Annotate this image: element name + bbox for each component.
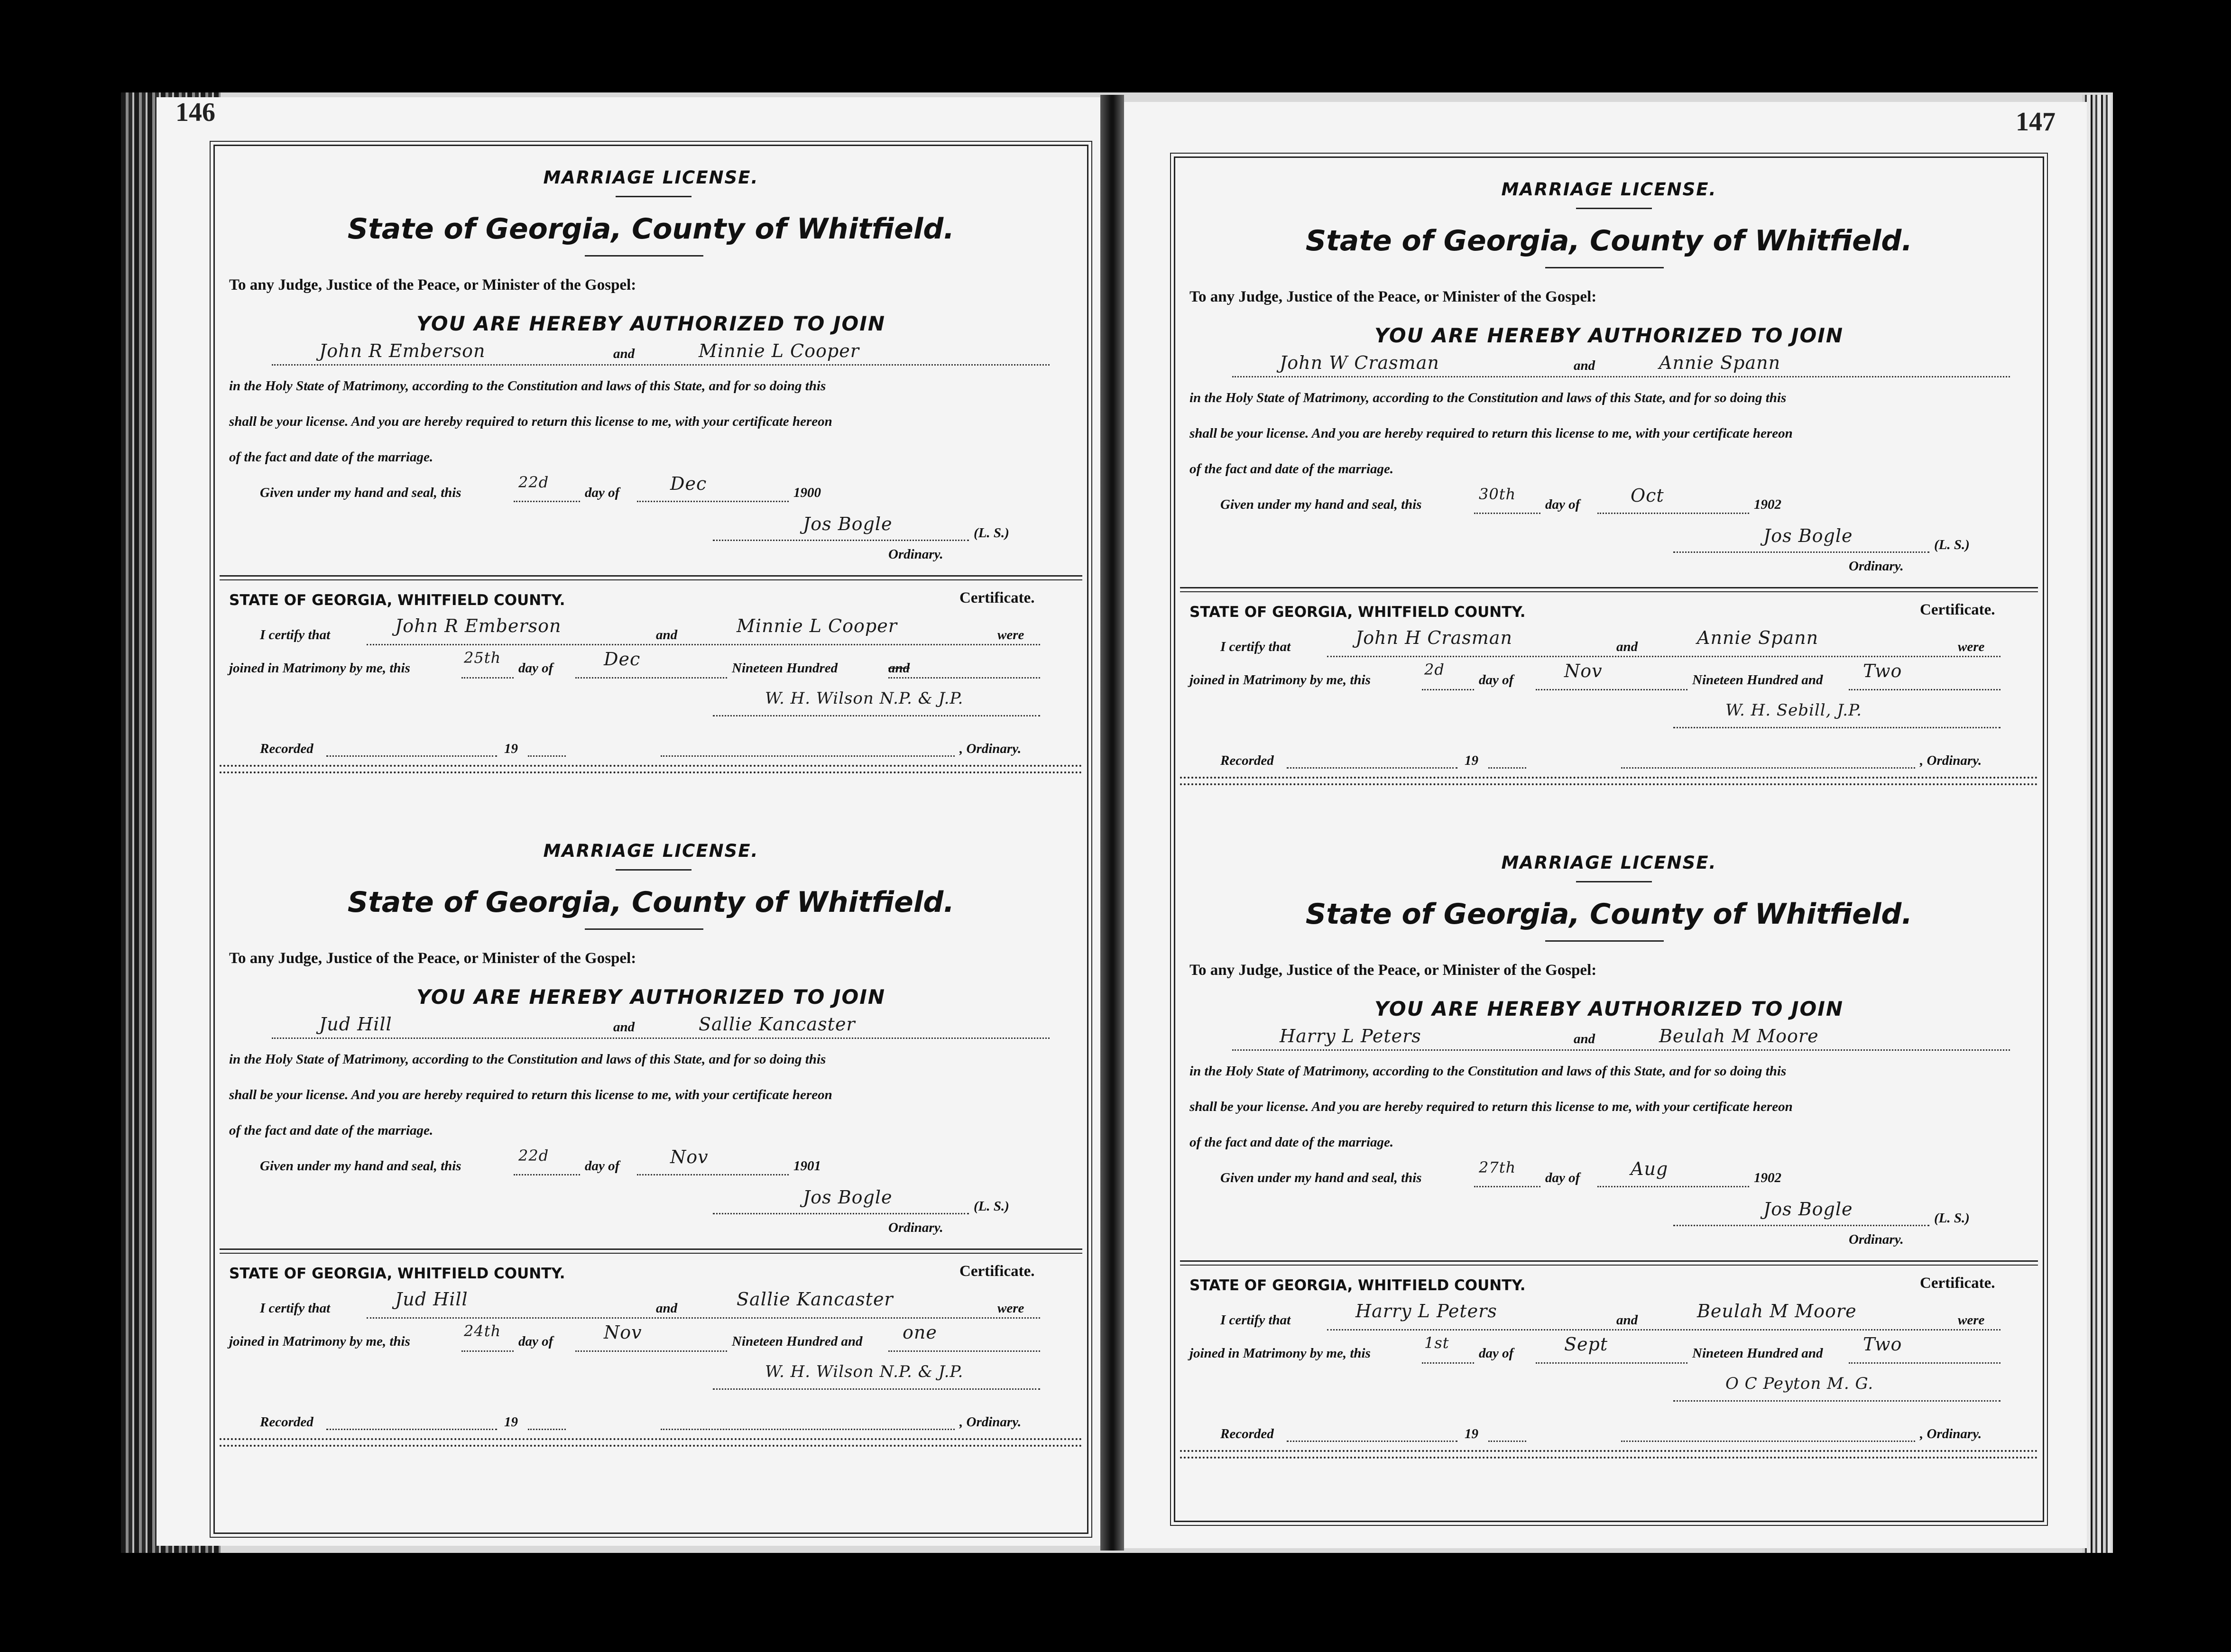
bride-name: Sallie Kancaster — [699, 1014, 856, 1035]
license-title: MARRIAGE LICENSE. — [1501, 179, 1717, 200]
certificate-state-line: STATE OF GEORGIA, WHITFIELD COUNTY. — [229, 1265, 565, 1282]
day-line — [1474, 513, 1540, 514]
license-2 — [215, 819, 1087, 1488]
married-month: Dec — [604, 649, 641, 670]
married-day: 1st — [1424, 1334, 1449, 1352]
recorded-label: Recorded — [1220, 1426, 1274, 1441]
recorded-line — [326, 755, 497, 757]
ornament-rule — [1545, 940, 1664, 942]
recorded-year: 19 — [504, 741, 518, 756]
married-day-of-label: day of — [518, 661, 553, 676]
names-line — [1232, 1049, 2010, 1051]
and-label: and — [1574, 358, 1595, 373]
license-3 — [1175, 158, 2043, 826]
groom-name: Harry L Peters — [1280, 1026, 1421, 1046]
license-month: Aug — [1631, 1158, 1669, 1179]
signature-line — [1673, 1225, 1929, 1226]
signature-line — [713, 1213, 969, 1214]
license-title: MARRIAGE LICENSE. — [543, 167, 759, 188]
year-word-line — [1849, 1362, 2001, 1364]
recorded-line — [1287, 1441, 1457, 1442]
body-line-2: shall be your license. And you are hereby required to return this license to me, with your certificate hereon — [1189, 1099, 1793, 1114]
cert-and-label: and — [1616, 639, 1638, 654]
married-month-line — [1536, 689, 1687, 690]
bride-name: Beulah M Moore — [1659, 1026, 1819, 1046]
page-frame — [1174, 156, 2044, 1522]
recorded-year: 19 — [504, 1414, 518, 1430]
body-line-3: of the fact and date of the marriage. — [1189, 461, 1394, 477]
joined-label: joined in Matrimony by me, this — [1189, 1346, 1371, 1361]
ornament-rule — [585, 928, 703, 930]
seal-label: (L. S.) — [974, 1199, 1009, 1214]
day-of-label: day of — [585, 485, 620, 500]
state-county-heading: State of Georgia, County of Whitfield. — [347, 212, 955, 246]
struck-and: and — [888, 661, 910, 676]
officiant-signature: W. H. Sebill, J.P. — [1725, 701, 1862, 720]
and-label: and — [613, 1019, 635, 1035]
and-label: and — [613, 346, 635, 361]
joined-label: joined in Matrimony by me, this — [229, 661, 410, 676]
ornament-rule — [1545, 267, 1664, 268]
certificate-label: Certificate. — [1920, 601, 1995, 618]
bride-name: Annie Spann — [1659, 352, 1781, 373]
license-1 — [215, 146, 1087, 815]
ordinary-label: Ordinary. — [1849, 1232, 1904, 1247]
recorded-label: Recorded — [260, 1414, 313, 1430]
officiant-line — [713, 715, 1040, 716]
married-day: 25th — [464, 649, 501, 667]
section-divider — [220, 575, 1082, 580]
ornament-rule — [1576, 881, 1652, 882]
officiant-signature: O C Peyton M. G. — [1725, 1374, 1874, 1393]
and-label: and — [1574, 1031, 1595, 1046]
body-line-1: in the Holy State of Matrimony, according to the Constitution and laws of this State, and for so doing this — [1189, 390, 1787, 405]
married-month: Nov — [1564, 661, 1603, 681]
year-word-line — [888, 677, 1040, 679]
cert-groom-name: John R Emberson — [395, 615, 562, 636]
day-line — [514, 1174, 580, 1175]
day-of-label: day of — [585, 1158, 620, 1174]
body-line-3: of the fact and date of the marriage. — [1189, 1135, 1394, 1150]
were-label: were — [1958, 639, 1985, 654]
married-month: Sept — [1564, 1334, 1608, 1355]
cert-bride-name: Minnie L Cooper — [737, 615, 897, 636]
groom-name: John W Crasman — [1280, 352, 1439, 373]
body-line-1: in the Holy State of Matrimony, according to the Constitution and laws of this State, and for so doing this — [229, 1052, 826, 1067]
month-line — [1597, 1186, 1749, 1187]
married-day-line — [461, 677, 514, 679]
were-label: were — [997, 1301, 1024, 1316]
day-line — [1474, 1186, 1540, 1187]
year-word-line — [1849, 689, 2001, 690]
certificate-state-line: STATE OF GEORGIA, WHITFIELD COUNTY. — [1189, 604, 1526, 621]
recorded-ordinary-line — [1621, 767, 1915, 769]
cert-and-label: and — [656, 627, 678, 642]
body-line-3: of the fact and date of the marriage. — [229, 1123, 433, 1138]
groom-name: John R Emberson — [319, 340, 486, 361]
cert-names-line — [1327, 656, 2001, 657]
authorized-heading: YOU ARE HEREBY AUTHORIZED TO JOIN — [416, 985, 886, 1009]
nineteen-hundred-label: Nineteen Hundred and — [1692, 672, 1823, 688]
given-prefix: Given under my hand and seal, this — [1220, 497, 1422, 512]
officiant-line — [1673, 1400, 2001, 1402]
ordinary-signature: Jos Bogle — [1763, 525, 1853, 546]
year-word: Two — [1863, 1334, 1902, 1355]
cert-and-label: and — [656, 1301, 678, 1316]
body-line-2: shall be your license. And you are hereby required to return this license to me, with your certificate hereon — [229, 414, 832, 429]
license-year: 1902 — [1754, 1170, 1781, 1185]
year-word-line — [888, 1350, 1040, 1352]
recorded-year: 19 — [1465, 1426, 1478, 1441]
cert-groom-name: John H Crasman — [1355, 627, 1512, 648]
body-line-1: in the Holy State of Matrimony, according to the Constitution and laws of this State, and for so doing this — [1189, 1064, 1787, 1079]
license-year: 1901 — [793, 1158, 821, 1174]
were-label: were — [997, 627, 1024, 642]
state-county-heading: State of Georgia, County of Whitfield. — [1305, 898, 1913, 931]
officiant-signature: W. H. Wilson N.P. & J.P. — [765, 689, 964, 708]
bride-name: Minnie L Cooper — [699, 340, 859, 361]
recorded-line — [326, 1429, 497, 1430]
page-frame — [213, 145, 1088, 1534]
married-day-line — [461, 1350, 514, 1352]
addressee-line: To any Judge, Justice of the Peace, or Minister of the Gospel: — [229, 950, 636, 967]
recorded-year: 19 — [1465, 753, 1478, 768]
were-label: were — [1958, 1312, 1985, 1328]
certify-label: I certify that — [260, 1301, 331, 1316]
authorized-heading: YOU ARE HEREBY AUTHORIZED TO JOIN — [1374, 324, 1844, 347]
license-day: 27th — [1479, 1158, 1516, 1176]
license-separator — [1180, 777, 2038, 785]
year-word: one — [903, 1322, 937, 1343]
married-day: 2d — [1424, 661, 1445, 679]
married-day-of-label: day of — [1479, 672, 1514, 688]
license-day: 22d — [518, 1147, 549, 1165]
body-line-1: in the Holy State of Matrimony, according to the Constitution and laws of this State, and for so doing this — [229, 378, 826, 394]
page-number: 146 — [175, 98, 215, 127]
signature-line — [1673, 551, 1929, 553]
ordinary-signature: Jos Bogle — [1763, 1199, 1853, 1220]
license-4 — [1175, 831, 2043, 1500]
seal-label: (L. S.) — [974, 525, 1009, 541]
recorded-ordinary-line — [661, 1429, 955, 1430]
section-divider — [220, 1248, 1082, 1254]
ordinary-label: Ordinary. — [888, 1220, 943, 1235]
license-month: Oct — [1631, 485, 1664, 506]
cert-names-line — [1327, 1329, 2001, 1331]
cert-groom-name: Harry L Peters — [1355, 1301, 1497, 1322]
recorded-year-line — [528, 755, 566, 757]
certificate-label: Certificate. — [959, 589, 1035, 606]
license-year: 1900 — [793, 485, 821, 500]
day-line — [514, 501, 580, 502]
married-day-of-label: day of — [1479, 1346, 1514, 1361]
ornament-rule — [616, 869, 691, 871]
cert-names-line — [367, 1317, 1040, 1319]
married-day: 24th — [464, 1322, 501, 1340]
married-day-line — [1422, 689, 1474, 690]
recorded-label: Recorded — [260, 741, 313, 756]
state-county-heading: State of Georgia, County of Whitfield. — [1305, 224, 1913, 257]
cert-and-label: and — [1616, 1312, 1638, 1328]
addressee-line: To any Judge, Justice of the Peace, or Minister of the Gospel: — [229, 276, 636, 294]
license-title: MARRIAGE LICENSE. — [1501, 853, 1717, 873]
recorded-year-line — [1488, 767, 1526, 769]
recorded-year-line — [528, 1429, 566, 1430]
certificate-label: Certificate. — [1920, 1275, 1995, 1292]
given-prefix: Given under my hand and seal, this — [260, 1158, 461, 1174]
given-prefix: Given under my hand and seal, this — [1220, 1170, 1422, 1185]
section-divider — [1180, 587, 2038, 592]
day-of-label: day of — [1545, 1170, 1580, 1185]
certify-label: I certify that — [1220, 639, 1291, 654]
names-line — [272, 364, 1050, 366]
recorded-line — [1287, 767, 1457, 769]
names-line — [1232, 376, 2010, 377]
cert-bride-name: Beulah M Moore — [1697, 1301, 1857, 1322]
body-line-3: of the fact and date of the marriage. — [229, 450, 433, 465]
married-month-line — [575, 677, 727, 679]
section-divider — [1180, 1260, 2038, 1266]
joined-label: joined in Matrimony by me, this — [229, 1334, 410, 1349]
ornament-rule — [585, 255, 703, 257]
license-separator — [1180, 1450, 2038, 1459]
license-day: 22d — [518, 473, 549, 491]
certify-label: I certify that — [260, 627, 331, 642]
authorized-heading: YOU ARE HEREBY AUTHORIZED TO JOIN — [416, 312, 886, 335]
month-line — [1597, 513, 1749, 514]
officiant-line — [713, 1388, 1040, 1390]
body-line-2: shall be your license. And you are hereby required to return this license to me, with your certificate hereon — [229, 1087, 832, 1102]
names-line — [272, 1037, 1050, 1039]
license-month: Nov — [670, 1147, 709, 1167]
recorded-ordinary-line — [1621, 1441, 1915, 1442]
officiant-signature: W. H. Wilson N.P. & J.P. — [765, 1362, 964, 1381]
married-day-line — [1422, 1362, 1474, 1364]
recorded-ordinary-label: , Ordinary. — [959, 741, 1022, 756]
license-month: Dec — [670, 473, 707, 494]
married-month-line — [575, 1350, 727, 1352]
recorded-ordinary-label: , Ordinary. — [1920, 753, 1982, 768]
license-year: 1902 — [1754, 497, 1781, 512]
page-146 — [157, 97, 1100, 1546]
married-day-of-label: day of — [518, 1334, 553, 1349]
signature-line — [713, 540, 969, 541]
page-147 — [1124, 102, 2087, 1548]
license-day: 30th — [1479, 485, 1516, 503]
certify-label: I certify that — [1220, 1312, 1291, 1328]
year-word: Two — [1863, 661, 1902, 681]
recorded-ordinary-label: , Ordinary. — [959, 1414, 1022, 1430]
cert-bride-name: Sallie Kancaster — [737, 1289, 894, 1310]
month-line — [637, 501, 789, 502]
officiant-line — [1673, 727, 2001, 728]
married-month-line — [1536, 1362, 1687, 1364]
nineteen-hundred-label: Nineteen Hundred and — [1692, 1346, 1823, 1361]
state-county-heading: State of Georgia, County of Whitfield. — [347, 886, 955, 919]
page-number: 147 — [2016, 107, 2056, 137]
addressee-line: To any Judge, Justice of the Peace, or Minister of the Gospel: — [1189, 962, 1597, 979]
license-separator — [220, 765, 1082, 773]
married-month: Nov — [604, 1322, 642, 1343]
recorded-year-line — [1488, 1441, 1526, 1442]
license-separator — [220, 1438, 1082, 1447]
month-line — [637, 1174, 789, 1175]
certificate-state-line: STATE OF GEORGIA, WHITFIELD COUNTY. — [229, 592, 565, 609]
joined-label: joined in Matrimony by me, this — [1189, 672, 1371, 688]
ordinary-label: Ordinary. — [888, 547, 943, 562]
nineteen-hundred-label: Nineteen Hundred — [732, 661, 838, 676]
nineteen-hundred-label: Nineteen Hundred and — [732, 1334, 863, 1349]
ordinary-signature: Jos Bogle — [803, 1187, 893, 1208]
cert-bride-name: Annie Spann — [1697, 627, 1819, 648]
book-gutter — [1100, 95, 1124, 1551]
ordinary-label: Ordinary. — [1849, 559, 1904, 574]
day-of-label: day of — [1545, 497, 1580, 512]
cert-groom-name: Jud Hill — [395, 1289, 468, 1310]
body-line-2: shall be your license. And you are hereby required to return this license to me, with your certificate hereon — [1189, 426, 1793, 441]
groom-name: Jud Hill — [319, 1014, 392, 1035]
given-prefix: Given under my hand and seal, this — [260, 485, 461, 500]
license-title: MARRIAGE LICENSE. — [543, 841, 759, 861]
certificate-label: Certificate. — [959, 1263, 1035, 1280]
addressee-line: To any Judge, Justice of the Peace, or Minister of the Gospel: — [1189, 288, 1597, 305]
seal-label: (L. S.) — [1934, 1211, 1970, 1226]
cert-names-line — [367, 644, 1040, 645]
authorized-heading: YOU ARE HEREBY AUTHORIZED TO JOIN — [1374, 997, 1844, 1020]
seal-label: (L. S.) — [1934, 537, 1970, 552]
ornament-rule — [1576, 208, 1652, 209]
ordinary-signature: Jos Bogle — [803, 514, 893, 534]
recorded-ordinary-label: , Ordinary. — [1920, 1426, 1982, 1441]
recorded-ordinary-line — [661, 755, 955, 757]
certificate-state-line: STATE OF GEORGIA, WHITFIELD COUNTY. — [1189, 1277, 1526, 1294]
ornament-rule — [616, 196, 691, 197]
recorded-label: Recorded — [1220, 753, 1274, 768]
